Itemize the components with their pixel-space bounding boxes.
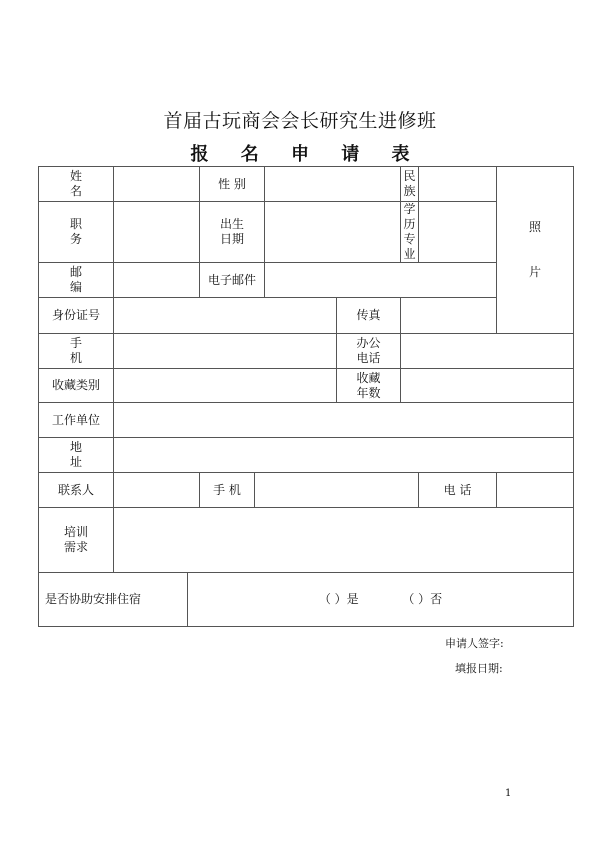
photo-label-top: 照 bbox=[529, 220, 542, 234]
accommodation-label: 是否协助安排住宿 bbox=[39, 573, 188, 627]
office-phone-label: 办公 电话 bbox=[337, 334, 401, 369]
gender-input[interactable] bbox=[265, 167, 401, 202]
position-label: 职 务 bbox=[39, 202, 114, 263]
birth-date-label: 出生 日期 bbox=[200, 202, 265, 263]
photo-box[interactable] bbox=[497, 167, 574, 334]
postcode-input[interactable] bbox=[114, 263, 200, 298]
page-number: 1 bbox=[505, 788, 512, 799]
contact-label: 联系人 bbox=[39, 473, 114, 508]
contact-input[interactable] bbox=[114, 473, 200, 508]
contact-mobile-label: 手 机 bbox=[200, 473, 255, 508]
education-input[interactable] bbox=[419, 202, 497, 263]
mobile-label: 手 机 bbox=[39, 334, 114, 369]
ethnicity-label: 民族 bbox=[401, 167, 419, 202]
email-label: 电子邮件 bbox=[200, 263, 265, 298]
collection-type-input[interactable] bbox=[114, 369, 337, 403]
fill-date-label: 填报日期: bbox=[455, 662, 503, 675]
birth-date-input[interactable] bbox=[265, 202, 401, 263]
id-number-input[interactable] bbox=[114, 298, 337, 334]
applicant-signature-label: 申请人签字: bbox=[445, 637, 504, 650]
form-title: 首届古玩商会会长研究生进修班 bbox=[163, 110, 437, 132]
mobile-input[interactable] bbox=[114, 334, 337, 369]
name-label: 姓 名 bbox=[39, 167, 114, 202]
email-input[interactable] bbox=[265, 263, 497, 298]
photo-label-bottom: 片 bbox=[529, 265, 542, 279]
ethnicity-input[interactable] bbox=[419, 167, 497, 202]
accommodation-options bbox=[188, 573, 574, 627]
fax-input[interactable] bbox=[401, 298, 497, 334]
contact-mobile-input[interactable] bbox=[255, 473, 419, 508]
gender-label: 性 别 bbox=[200, 167, 265, 202]
postcode-label: 邮 编 bbox=[39, 263, 114, 298]
accommodation-no-option[interactable]: （ ）否 bbox=[402, 592, 443, 606]
collection-type-label: 收藏类别 bbox=[39, 369, 114, 403]
work-unit-input[interactable] bbox=[114, 403, 574, 438]
training-needs-label: 培训 需求 bbox=[39, 508, 114, 573]
application-form-table bbox=[38, 166, 574, 627]
contact-phone-label: 电 话 bbox=[419, 473, 497, 508]
office-phone-input[interactable] bbox=[401, 334, 574, 369]
form-subtitle: 报 名 申 请 表 bbox=[190, 144, 423, 165]
position-input[interactable] bbox=[114, 202, 200, 263]
contact-phone-input[interactable] bbox=[497, 473, 574, 508]
collection-years-input[interactable] bbox=[401, 369, 574, 403]
address-label: 地 址 bbox=[39, 438, 114, 473]
address-input[interactable] bbox=[114, 438, 574, 473]
fax-label: 传真 bbox=[337, 298, 401, 334]
id-number-label: 身份证号 bbox=[39, 298, 114, 334]
education-label: 学历 专业 bbox=[401, 202, 419, 263]
training-needs-input[interactable] bbox=[114, 508, 574, 573]
work-unit-label: 工作单位 bbox=[39, 403, 114, 438]
name-input[interactable] bbox=[114, 167, 200, 202]
accommodation-yes-option[interactable]: （ ）是 bbox=[318, 592, 359, 606]
collection-years-label: 收藏 年数 bbox=[337, 369, 401, 403]
